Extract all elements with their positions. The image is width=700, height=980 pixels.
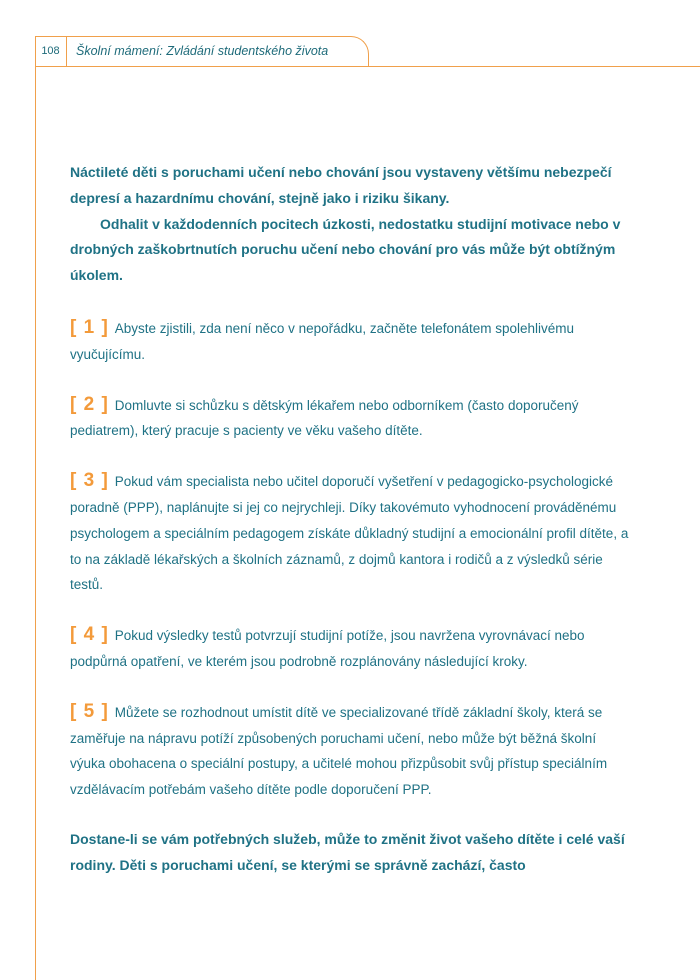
step-item-4	[70, 622, 632, 675]
step-item-1	[70, 315, 632, 368]
closing-paragraph: Dostane-li se vám potřebných služeb, může to změnit život vašeho dítěte i celé vaší rodiny. Děti s poruchami učení, se kterými se správně zachází, často	[70, 830, 625, 873]
step-item-3	[70, 468, 632, 598]
step-number: [ 1 ]	[70, 316, 109, 338]
step-text: Abyste zjistili, zda není něco v nepořádku, začněte telefonátem spolehlivému vyučujícímu.	[70, 320, 575, 362]
intro-paragraph-2: Odhalit v každodenních pocitech úzkosti, nedostatku studijní motivace nebo v drobných zaškobrtnutích poruchu učení nebo chování pro vás může být obtížným úkolem.	[70, 215, 621, 284]
step-item-2	[70, 392, 632, 445]
step-text: Domluvte si schůzku s dětským lékařem nebo odborníkem (často doporučený pediatrem), který pracuje s pacienty ve věku vašeho dítěte.	[70, 397, 579, 439]
step-text: Můžete se rozhodnout umístit dítě ve specializované třídě základní školy, která se zaměřuje na nápravu potíží způsobených poruchami učení, nebo může být běžná školní výuka obohacena o speciální postupy, a učitelé mohou přizpůsobit svůj přístup speciálním vzdělávacím potřebám vašeho dítěte podle doporučení PPP.	[70, 704, 608, 798]
step-text: Pokud vám specialista nebo učitel doporučí vyšetření v pedagogicko-psychologické poradně (PPP), naplánujte si jej co nejrychleji. Díky takovémuto vyhodnocení prováděnému psychologem a speciálním pedagogem získáte důkladný studijní a emocionální profil dítěte, a to na základě lékařských a školních záznamů, z dojmů kantora i rodičů a z výsledků série testů.	[70, 474, 629, 593]
step-number: [ 5 ]	[70, 700, 109, 722]
step-item-5	[70, 699, 632, 803]
intro-paragraph-1: Náctileté děti s poruchami učení nebo chování jsou vystaveny většímu nebezpečí depresí a hazardnímu chování, stejně jako i riziku šikany.	[70, 164, 612, 206]
running-title: Školní mámení: Zvládání studentského života	[76, 44, 329, 58]
step-number: [ 2 ]	[70, 393, 109, 415]
step-text: Pokud výsledky testů potvrzují studijní potíže, jsou navržena vyrovnávací nebo podpůrná opatření, ve kterém jsou podrobně rozplánovány následující kroky.	[70, 628, 585, 669]
step-number: [ 4 ]	[70, 624, 109, 646]
page-number: 108	[41, 45, 60, 57]
step-number: [ 3 ]	[70, 470, 109, 492]
header-divider	[66, 36, 67, 66]
left-margin-rule	[35, 36, 36, 980]
header-rule	[35, 66, 700, 67]
page-body	[70, 160, 632, 879]
